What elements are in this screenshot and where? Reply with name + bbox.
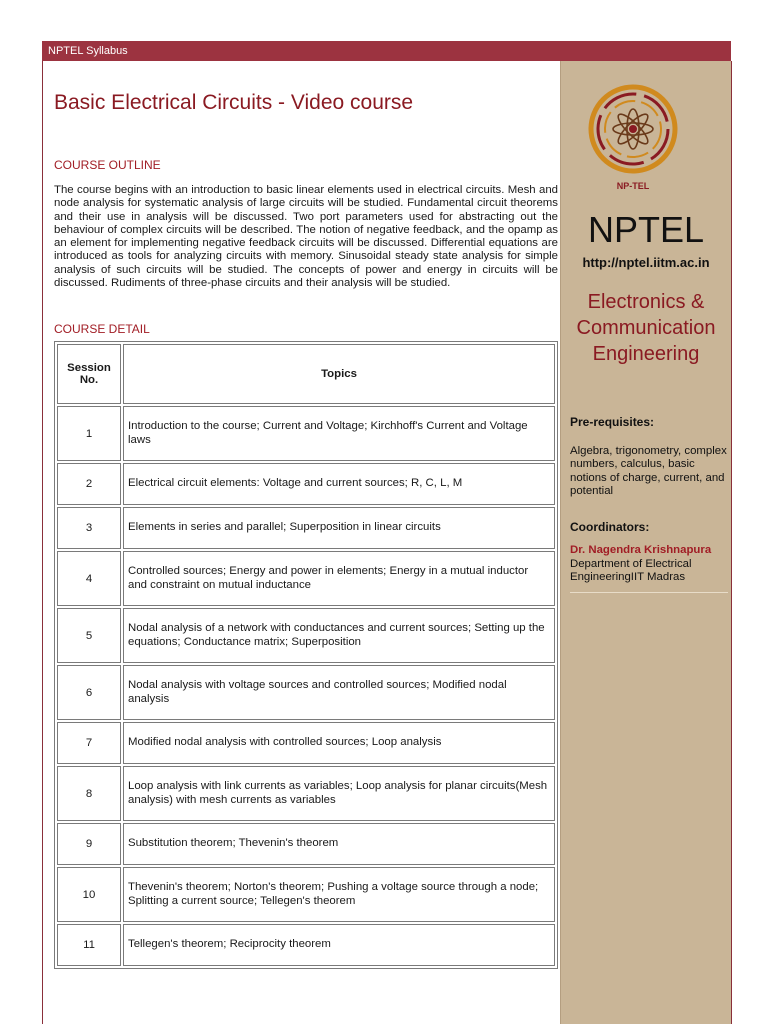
session-number: 11 [57, 924, 121, 966]
logo-text: NP-TEL [616, 181, 650, 191]
prereq-label: Pre-requisites: [570, 415, 655, 429]
sidebar-divider [570, 592, 728, 593]
nptel-logo [587, 81, 679, 196]
brand-title: NPTEL [587, 209, 705, 250]
table-row [57, 867, 555, 922]
session-number: 4 [57, 551, 121, 606]
table-row [57, 823, 555, 865]
detail-heading: COURSE DETAIL [54, 322, 150, 336]
outline-heading: COURSE OUTLINE [54, 158, 161, 172]
session-header: Session No. [57, 344, 121, 404]
department-title [561, 289, 731, 367]
session-topic: Elements in series and parallel; Superposition in linear circuits [123, 507, 555, 549]
table-row [57, 665, 555, 720]
department-line: Engineering [592, 343, 700, 365]
table-header-row [57, 344, 555, 404]
session-number: 3 [57, 507, 121, 549]
session-topic: Nodal analysis of a network with conductances and current sources; Setting up the equations; Conductance matrix; Superposition [123, 608, 555, 663]
table-row [57, 608, 555, 663]
main-content [43, 61, 560, 1024]
table-row [57, 406, 555, 461]
coordinator-dept: Department of Electrical EngineeringIIT Madras [570, 558, 692, 584]
session-number: 2 [57, 463, 121, 505]
top-bar: NPTEL Syllabus [42, 41, 731, 61]
table-row [57, 551, 555, 606]
session-topic: Nodal analysis with voltage sources and controlled sources; Modified nodal analysis [123, 665, 555, 720]
session-number: 6 [57, 665, 121, 720]
table-row [57, 463, 555, 505]
session-topic: Loop analysis with link currents as variables; Loop analysis for planar circuits(Mesh analysis) with mesh currents as variables [123, 766, 555, 821]
session-topic: Tellegen's theorem; Reciprocity theorem [123, 924, 555, 966]
coordinators-label: Coordinators: [570, 520, 650, 534]
table-row [57, 507, 555, 549]
session-topic: Modified nodal analysis with controlled sources; Loop analysis [123, 722, 555, 764]
outline-text: The course begins with an introduction to basic linear elements used in electrical circuits. Mesh and node analysis for systematic analysis of large circuits will be studied. Fundamental circuit theorems and their use in analysis will be discussed. Two port parameters used for abstracting out the behaviour of complex circuits will be described. The notion of negative feedback, and the opamp as an element for implementing negative feedback circuits will be discussed. Differential equations are introduced as tools for analyzing circuits with memory. Sinusoidal steady state analysis for simple analysis of such circuits will be studied. The concepts of power and energy in circuits will be discussed. Rudiments of three-phase circuits and their analysis will be studied. [54, 184, 558, 290]
table-row [57, 924, 555, 966]
session-topic: Introduction to the course; Current and Voltage; Kirchhoff's Current and Voltage laws [123, 406, 555, 461]
department-line: Electronics & [587, 291, 705, 313]
session-topic: Electrical circuit elements: Voltage and current sources; R, C, L, M [123, 463, 555, 505]
sidebar [560, 61, 732, 1024]
session-number: 10 [57, 867, 121, 922]
course-detail-table [54, 341, 558, 969]
session-number: 9 [57, 823, 121, 865]
session-number: 8 [57, 766, 121, 821]
department-line: Communication [576, 317, 716, 339]
nptel-logo-icon [587, 81, 679, 196]
course-title: Basic Electrical Circuits - Video course [54, 91, 414, 114]
table-row [57, 766, 555, 821]
session-number: 5 [57, 608, 121, 663]
topics-header: Topics [123, 344, 555, 404]
site-url-link[interactable]: http://nptel.iitm.ac.in [582, 255, 710, 270]
session-topic: Substitution theorem; Thevenin's theorem [123, 823, 555, 865]
session-number: 7 [57, 722, 121, 764]
session-topic: Thevenin's theorem; Norton's theorem; Pushing a voltage source through a node; Splitting a current source; Tellegen's theorem [123, 867, 555, 922]
session-topic: Controlled sources; Energy and power in elements; Energy in a mutual inductor and constraint on mutual inductance [123, 551, 555, 606]
coordinator-name: Dr. Nagendra Krishnapura [570, 544, 712, 556]
prereq-text: Algebra, trigonometry, complex numbers, calculus, basic notions of charge, current, and potential [570, 445, 727, 497]
table-row [57, 722, 555, 764]
session-number: 1 [57, 406, 121, 461]
